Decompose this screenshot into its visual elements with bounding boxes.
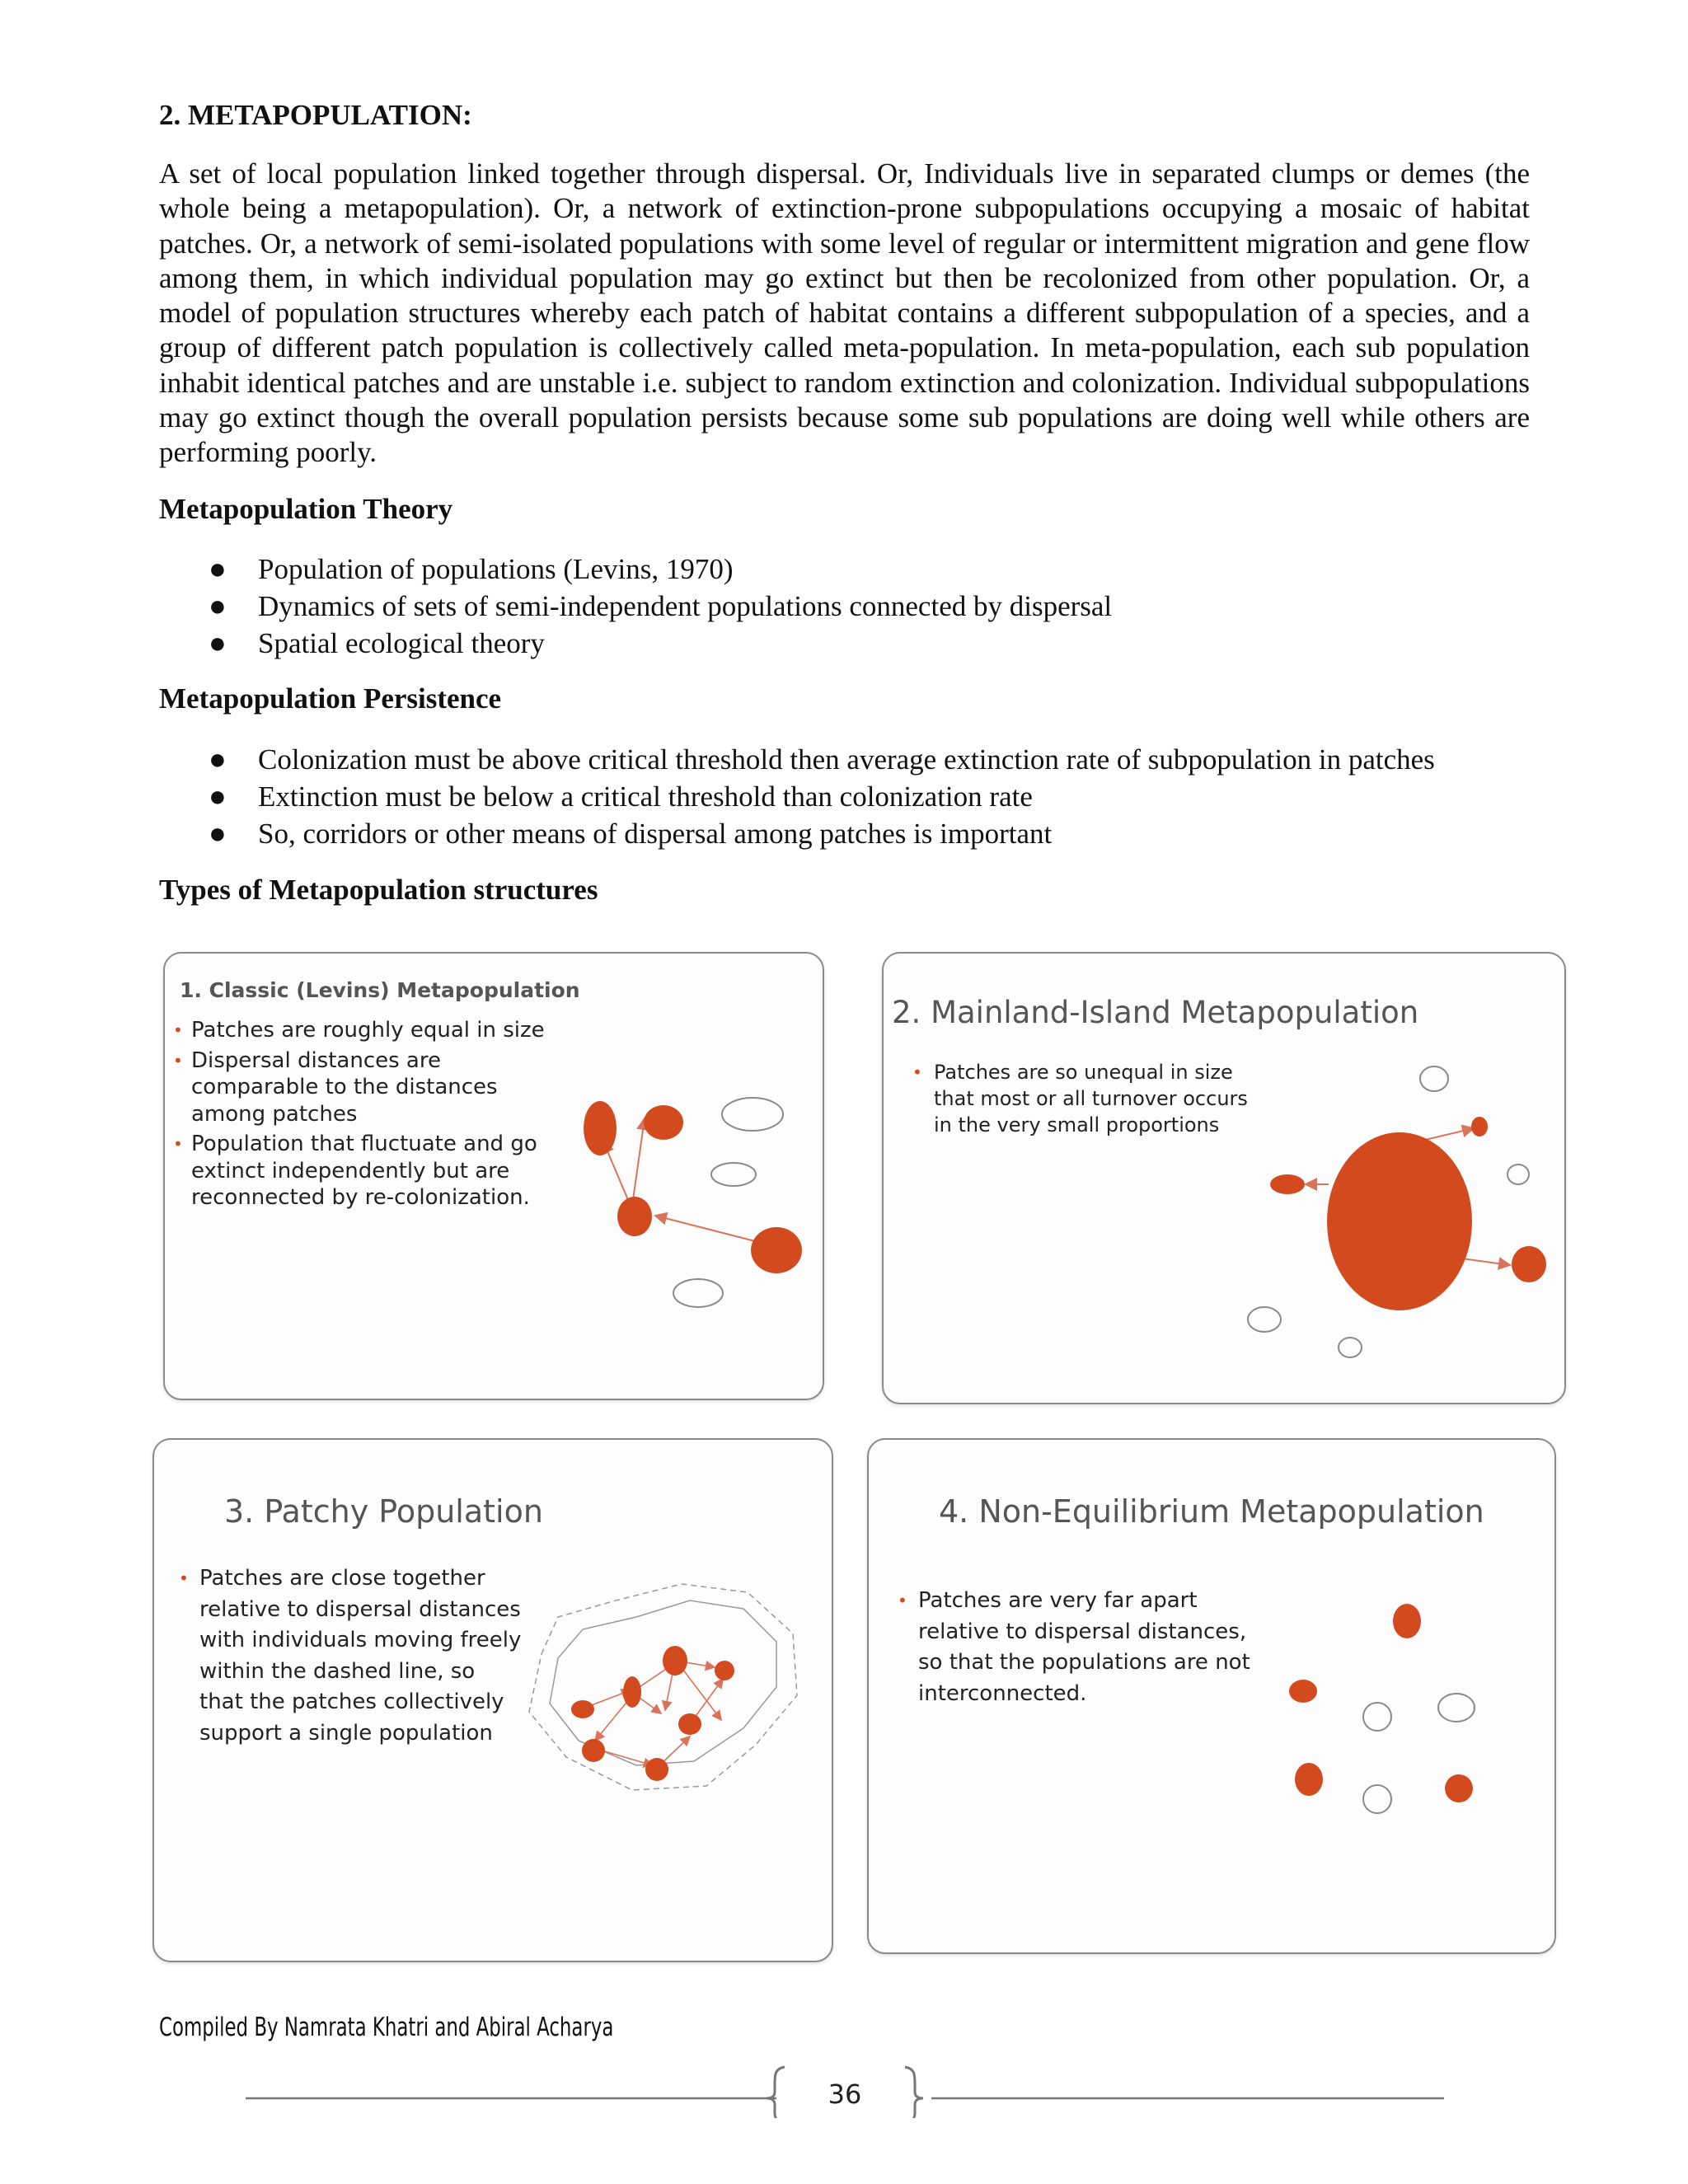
mainland-patch-diagram: [884, 954, 1564, 1403]
theory-heading: Metapopulation Theory: [159, 493, 453, 525]
patchy-patch-diagram: [154, 1440, 832, 1961]
occupied-patch: [751, 1227, 802, 1273]
left-brace-icon: [767, 2067, 785, 2118]
dispersal-boundary: [529, 1584, 797, 1790]
empty-patch: [673, 1279, 723, 1307]
empty-patch: [1363, 1785, 1391, 1813]
list-item: • Patches are so unequal in size that most or all turnover occurs in the very small proportions: [912, 1061, 1248, 1137]
occupied-patch: [1295, 1763, 1323, 1796]
section-title: 2. METAPOPULATION:: [159, 99, 472, 131]
list-item: ● So, corridors or other means of dispersal among patches is important: [209, 815, 1435, 852]
bullet-icon: •: [898, 1591, 907, 1610]
occupied-patch: [584, 1101, 617, 1155]
slide-title: 4. Non-Equilibrium Metapopulation: [939, 1493, 1484, 1530]
occupied-patch: [1512, 1246, 1546, 1282]
bullet-icon: ●: [209, 743, 227, 776]
persistence-heading: Metapopulation Persistence: [159, 682, 502, 715]
list-item: • Patches are roughly equal in size: [173, 1018, 545, 1043]
empty-patch: [722, 1098, 783, 1131]
bullet-icon: ●: [209, 817, 227, 850]
patch-cluster-outline: [550, 1601, 776, 1765]
occupied-patch: [645, 1758, 668, 1781]
occupied-patch: [1393, 1604, 1421, 1638]
slide-title: 3. Patchy Population: [224, 1493, 543, 1530]
list-item: • Dispersal distances are comparable to the distances among patches: [173, 1047, 498, 1127]
slide-title: 2. Mainland-Island Metapopulation: [892, 995, 1419, 1030]
empty-patch: [711, 1163, 756, 1186]
nonequilibrium-patch-diagram: [869, 1440, 1554, 1952]
mainland-patch: [1327, 1132, 1472, 1310]
classic-patch-diagram: [165, 954, 823, 1399]
bullet-icon: •: [173, 1020, 183, 1040]
list-item: ● Colonization must be above critical threshold then average extinction rate of subpopulation in patches: [209, 741, 1435, 778]
theory-list: [209, 551, 1112, 662]
occupied-patch: [678, 1713, 701, 1735]
list-item: • Population that fluctuate and go extinct independently but are reconnected by re-colonization.: [173, 1132, 537, 1210]
occupied-patch: [644, 1105, 683, 1140]
list-item: ● Dynamics of sets of semi-independent populations connected by dispersal: [209, 588, 1112, 625]
list-item: ● Spatial ecological theory: [209, 625, 1112, 662]
intro-paragraph: A set of local population linked together through dispersal. Or, Individuals live in separated clumps or demes (the whole being a metapopulation). Or, a network of extinction-prone subpopulations occupying a mosaic of habitat patches. Or, a network of semi-isolated populations with some level of regular or intermittent migration and gene flow among them, in which individual population may go extinct but then be recolonized from other population. Or, a model of population structures whereby each patch of habitat contains a different subpopulation of a species, and a group of different patch population is collectively called meta-population. In meta-population, each sub population inhabit identical patches and are unstable i.e. subject to random extinction and colonization. Individual subpopulations may go extinct though the overall population persists because some sub populations are doing well while others are performing poorly.: [159, 157, 1530, 469]
occupied-patch: [623, 1676, 641, 1708]
dispersal-arrow: [655, 1216, 758, 1242]
persistence-list: [209, 741, 1435, 852]
bullet-icon: ●: [209, 589, 227, 622]
list-item: ● Extinction must be below a critical threshold than colonization rate: [209, 778, 1435, 815]
occupied-patch: [1270, 1174, 1305, 1194]
slide-title: 1. Classic (Levins) Metapopulation: [180, 978, 580, 1002]
bullet-icon: ●: [209, 780, 227, 813]
footer-credit: Compiled By Namrata Khatri and Abiral Acharya: [159, 2013, 614, 2042]
empty-patch: [1363, 1703, 1391, 1731]
occupied-patch: [582, 1739, 605, 1762]
page-number: 36: [828, 2079, 862, 2110]
bullet-icon: •: [912, 1062, 922, 1082]
slide-classic-metapopulation: [163, 952, 824, 1400]
slide-non-equilibrium-metapopulation: [867, 1438, 1556, 1954]
occupied-patch: [1445, 1774, 1473, 1802]
slide-patchy-population: [152, 1438, 833, 1962]
occupied-patch: [617, 1197, 652, 1236]
empty-patch: [1420, 1066, 1448, 1091]
empty-patch: [1438, 1694, 1475, 1722]
occupied-patch: [715, 1661, 734, 1680]
list-item: • Patches are very far apart relative to dispersal distances, so that the populations are not interconnected.: [898, 1586, 1268, 1709]
list-item: ● Population of populations (Levins, 1970): [209, 551, 1112, 588]
list-item: • Patches are close together relative to dispersal distances with individuals moving freely within the dashed line, so that the patches collectively support a single population: [179, 1563, 525, 1749]
bullet-icon: ●: [209, 626, 227, 659]
bullet-icon: ●: [209, 552, 227, 585]
right-brace-icon: [905, 2067, 923, 2118]
types-heading: Types of Metapopulation structures: [159, 874, 598, 906]
bullet-icon: •: [173, 1134, 183, 1154]
occupied-patch: [1289, 1680, 1317, 1703]
occupied-patch: [1471, 1117, 1488, 1137]
empty-patch: [1507, 1165, 1529, 1184]
bullet-icon: •: [179, 1568, 189, 1588]
slide-mainland-island-metapopulation: [882, 952, 1566, 1404]
empty-patch: [1339, 1338, 1362, 1357]
occupied-patch: [663, 1646, 687, 1675]
occupied-patch: [571, 1700, 594, 1718]
bullet-icon: •: [173, 1050, 183, 1071]
dispersal-arrow: [632, 1118, 645, 1206]
empty-patch: [1248, 1307, 1281, 1332]
